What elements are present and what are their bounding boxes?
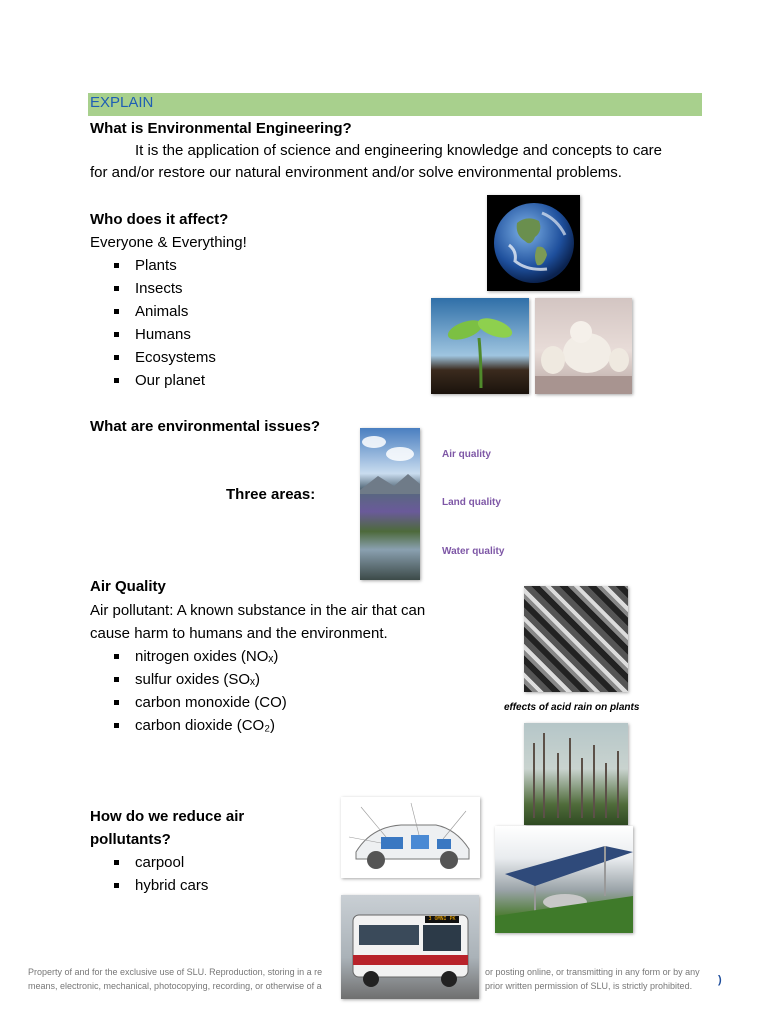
list-item: Humans — [90, 323, 216, 346]
list-item: Ecosystems — [90, 346, 216, 369]
list-item: Plants — [90, 254, 216, 277]
reduce-heading-line-2: pollutants? — [90, 831, 171, 848]
footer-mark: ) — [718, 974, 722, 986]
reduce-list — [90, 851, 208, 897]
footer-line-1-right: or posting online, or transmitting in any form or by any — [485, 967, 700, 977]
area-land-quality: Land quality — [442, 497, 501, 508]
area-water-quality: Water quality — [442, 546, 505, 557]
list-item: Insects — [90, 277, 216, 300]
earth-image — [487, 195, 580, 291]
footer-line-2-right: prior written permission of SLU, is strictly prohibited. — [485, 981, 693, 991]
acid-rain-caption: effects of acid rain on plants — [504, 702, 640, 713]
footer-line-2-left: means, electronic, mechanical, photocopying, recording, or otherwise of a — [28, 981, 322, 991]
list-item: Our planet — [90, 369, 216, 392]
what-is-heading: What is Environmental Engineering? — [90, 120, 352, 137]
polar-bear-icon — [535, 298, 632, 394]
list-item: carpool — [90, 851, 208, 874]
earth-icon — [487, 195, 580, 291]
hybrid-bus-image — [341, 895, 479, 999]
hybrid-car-icon — [341, 797, 480, 878]
air-quality-heading: Air Quality — [90, 578, 166, 595]
footer-line-1-left: Property of and for the exclusive use of SLU. Reproduction, storing in a re — [28, 967, 323, 977]
who-intro: Everyone & Everything! — [90, 234, 247, 251]
list-item: hybrid cars — [90, 874, 208, 897]
pollutant-list — [90, 645, 287, 737]
hybrid-car-diagram — [341, 797, 480, 878]
landscape-image — [360, 428, 420, 580]
affected-list — [90, 254, 216, 392]
seedling-image — [431, 298, 529, 394]
list-item: nitrogen oxides (NOₓ) — [90, 645, 287, 668]
dead-trees-icon — [524, 723, 628, 825]
air-pollutant-line-2: cause harm to humans and the environment. — [90, 625, 388, 642]
list-item: sulfur oxides (SOₓ) — [90, 668, 287, 691]
area-air-quality: Air quality — [442, 449, 491, 460]
definition-line-2: for and/or restore our natural environment and/or solve environmental problems. — [90, 164, 622, 181]
definition-line-1: It is the application of science and engineering knowledge and concepts to care — [135, 142, 663, 159]
polar-bears-image — [535, 298, 632, 394]
acid-rain-leaves-image — [524, 586, 628, 692]
list-item: carbon dioxide (CO₂) — [90, 714, 287, 737]
bus-icon — [341, 895, 479, 999]
seedling-icon — [431, 298, 529, 394]
dead-forest-image — [524, 723, 628, 825]
landscape-icon — [360, 428, 420, 580]
solar-carport-image — [495, 826, 633, 933]
three-areas-label: Three areas: — [226, 486, 316, 503]
who-heading: Who does it affect? — [90, 211, 229, 228]
explain-label: EXPLAIN — [90, 94, 154, 111]
explain-banner — [88, 93, 702, 116]
reduce-heading-line-1: How do we reduce air — [90, 808, 245, 825]
bus-destination-sign: 3 OMNI PK — [428, 916, 456, 922]
list-item: Animals — [90, 300, 216, 323]
list-item: carbon monoxide (CO) — [90, 691, 287, 714]
issues-heading: What are environmental issues? — [90, 418, 321, 435]
solar-panel-icon — [495, 826, 633, 933]
air-pollutant-line-1: Air pollutant: A known substance in the air that can — [90, 602, 426, 619]
